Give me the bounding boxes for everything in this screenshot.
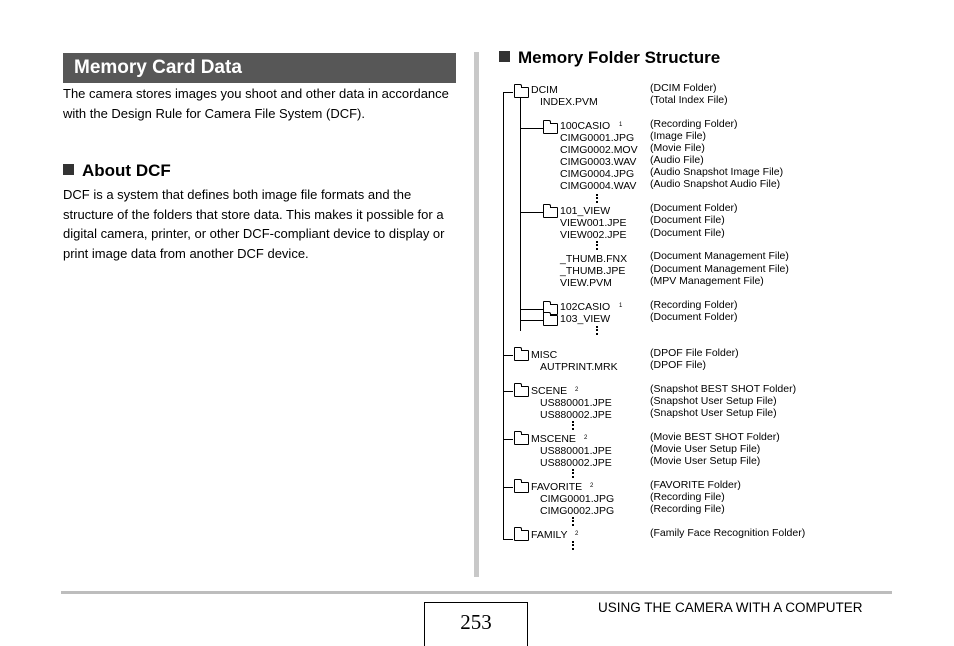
tree-entry-name: VIEW.PVM	[560, 277, 612, 289]
footnote-marker: 2	[575, 387, 579, 393]
tree-entry-name: DCIM	[531, 84, 558, 96]
tree-entry-desc: (Image File)	[650, 130, 707, 142]
tree-entry-desc: (Recording File)	[650, 491, 725, 503]
tree-entry-desc: (DPOF File)	[650, 359, 706, 371]
tree-connector	[503, 391, 513, 392]
tree-entry-desc: (Snapshot User Setup File)	[650, 407, 777, 419]
folder-icon	[543, 315, 558, 326]
tree-entry-name: VIEW002.JPE	[560, 229, 627, 241]
folder-icon	[543, 123, 558, 134]
tree-entry-name: CIMG0001.JPG	[540, 493, 615, 505]
folder-tree	[480, 0, 954, 600]
tree-entry-name: MISC	[531, 349, 558, 361]
footer-section-title: USING THE CAMERA WITH A COMPUTER	[598, 600, 863, 615]
folder-icon	[514, 530, 529, 541]
folder-icon	[514, 482, 529, 493]
continuation-dots	[596, 326, 600, 335]
page-number: 253	[424, 602, 528, 646]
tree-entry-name: CIMG0001.JPG	[560, 132, 635, 144]
tree-entry-name: 101_VIEW	[560, 205, 611, 217]
tree-entry-name: CIMG0004.JPG	[560, 168, 635, 180]
column-divider	[474, 52, 479, 577]
tree-entry-desc: (Recording File)	[650, 503, 725, 515]
tree-entry-desc: (Snapshot BEST SHOT Folder)	[650, 383, 797, 395]
tree-connector	[520, 212, 543, 213]
footer-rule	[61, 591, 892, 594]
folder-icon	[514, 350, 529, 361]
tree-entry-name: SCENE	[531, 385, 568, 397]
tree-entry-desc: (Snapshot User Setup File)	[650, 395, 777, 407]
continuation-dots	[596, 194, 600, 203]
tree-connector	[520, 320, 543, 321]
tree-entry-desc: (Document Management File)	[650, 263, 789, 275]
tree-entry-name: US880001.JPE	[540, 445, 612, 457]
footnote-marker: 2	[575, 531, 579, 537]
tree-connector	[520, 309, 543, 310]
tree-entry-desc: (DPOF File Folder)	[650, 347, 739, 359]
tree-entry-name: _THUMB.JPE	[560, 265, 626, 277]
tree-entry-name: 102CASIO	[560, 301, 611, 313]
continuation-dots	[572, 541, 576, 550]
about-dcf-heading-text: About DCF	[82, 161, 171, 180]
tree-entry-desc: (Document Folder)	[650, 311, 738, 323]
tree-entry-name: MSCENE	[531, 433, 576, 445]
tree-entry-name: 100CASIO	[560, 120, 611, 132]
tree-entry-name: CIMG0004.WAV	[560, 180, 637, 192]
tree-trunk-line	[503, 92, 504, 540]
bullet-square-icon	[63, 164, 74, 175]
folder-icon	[514, 87, 529, 98]
tree-entry-name: 103_VIEW	[560, 313, 611, 325]
about-dcf-paragraph: DCF is a system that defines both image file formats and the structure of the folders that store data. This makes it possible for a digital camera, printer, or other DCF-compliant device to display or print image data from another DCF device.	[63, 187, 445, 261]
continuation-dots	[572, 421, 576, 430]
tree-entry-desc: (Document File)	[650, 214, 725, 226]
tree-connector	[520, 128, 543, 129]
tree-entry-desc: (MPV Management File)	[650, 275, 764, 287]
tree-entry-name: CIMG0002.JPG	[540, 505, 615, 517]
tree-entry-name: FAVORITE	[531, 481, 583, 493]
footnote-marker: 2	[590, 483, 594, 489]
tree-entry-desc: (Total Index File)	[650, 94, 728, 106]
tree-entry-desc: (Movie User Setup File)	[650, 443, 761, 455]
tree-connector	[503, 92, 513, 93]
tree-entry-desc: (Document File)	[650, 227, 725, 239]
tree-entry-desc: (Audio Snapshot Image File)	[650, 166, 784, 178]
tree-entry-desc: (FAVORITE Folder)	[650, 479, 741, 491]
tree-entry-desc: (Movie BEST SHOT Folder)	[650, 431, 780, 443]
tree-entry-name: US880002.JPE	[540, 457, 612, 469]
tree-connector	[503, 355, 513, 356]
tree-connector	[503, 439, 513, 440]
continuation-dots	[572, 469, 576, 478]
tree-entry-desc: (Movie User Setup File)	[650, 455, 761, 467]
footnote-marker: 2	[584, 435, 588, 441]
tree-entry-desc: (Family Face Recognition Folder)	[650, 527, 806, 539]
continuation-dots	[572, 517, 576, 526]
tree-entry-name: US880001.JPE	[540, 397, 612, 409]
tree-entry-name: CIMG0003.WAV	[560, 156, 637, 168]
tree-entry-desc: (Movie File)	[650, 142, 705, 154]
folder-structure-heading-text: Memory Folder Structure	[518, 48, 721, 67]
tree-entry-name: FAMILY	[531, 529, 568, 541]
tree-entry-name: _THUMB.FNX	[560, 253, 628, 265]
footnote-marker: 1	[619, 122, 623, 128]
tree-dcim-branch-line	[520, 96, 521, 331]
section-title: Memory Card Data	[63, 53, 456, 83]
folder-icon	[514, 434, 529, 445]
tree-entry-desc: (Recording Folder)	[650, 118, 738, 130]
tree-entry-name: CIMG0002.MOV	[560, 144, 638, 156]
continuation-dots	[596, 241, 600, 250]
tree-connector	[503, 539, 513, 540]
tree-entry-desc: (Document Folder)	[650, 202, 738, 214]
footnote-marker: 1	[619, 303, 623, 309]
folder-icon	[543, 207, 558, 218]
tree-entry-name: AUTPRINT.MRK	[540, 361, 618, 373]
tree-entry-desc: (DCIM Folder)	[650, 82, 717, 94]
tree-entry-desc: (Audio Snapshot Audio File)	[650, 178, 781, 190]
folder-icon	[514, 386, 529, 397]
tree-entry-name: US880002.JPE	[540, 409, 612, 421]
tree-entry-desc: (Audio File)	[650, 154, 704, 166]
tree-entry-desc: (Document Management File)	[650, 250, 789, 262]
tree-entry-name: VIEW001.JPE	[560, 217, 627, 229]
about-dcf-heading	[63, 161, 171, 181]
tree-entry-desc: (Recording Folder)	[650, 299, 738, 311]
tree-entry-name: INDEX.PVM	[540, 96, 598, 108]
intro-paragraph: The camera stores images you shoot and other data in accordance with the Design Rule for Camera File System (DCF).	[63, 86, 449, 121]
tree-connector	[503, 487, 513, 488]
